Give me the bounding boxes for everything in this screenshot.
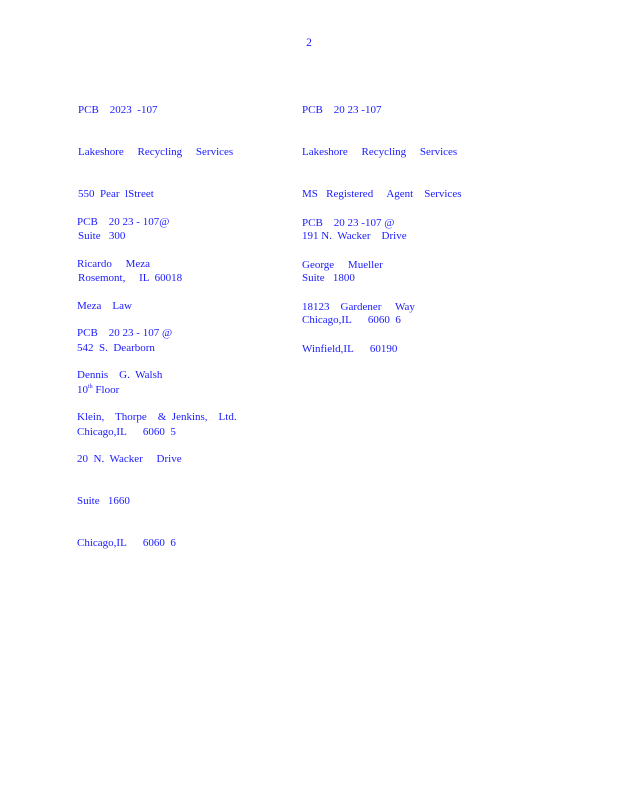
addressee-name: Ricardo Meza bbox=[77, 258, 150, 270]
city-state-zip: Winfield,IL 60190 bbox=[302, 343, 398, 355]
addressee-name: Lakeshore Recycling Services bbox=[78, 146, 234, 158]
city-state-zip: Chicago,IL 6060 5 bbox=[77, 426, 176, 438]
street-address: 20 N. Wacker Drive bbox=[77, 453, 182, 465]
registered-agent: MS Registered Agent Services bbox=[302, 188, 462, 200]
addressee-name: Lakeshore Recycling Services bbox=[302, 146, 458, 158]
case-number: PCB 2023 -107 bbox=[78, 104, 158, 116]
street-address: 542 S. Dearborn bbox=[77, 342, 155, 354]
service-address-block-walsh bbox=[77, 298, 287, 564]
addressee-name: Dennis G. Walsh bbox=[77, 369, 163, 381]
floor-number: 10 bbox=[77, 384, 88, 396]
suite: Suite 1660 bbox=[77, 495, 130, 507]
page-number: 2 bbox=[306, 37, 312, 49]
street-address: 550 Pear lStreet bbox=[78, 188, 154, 200]
firm-name: Meza Law bbox=[77, 300, 132, 312]
case-number: PCB 20 23 -107 @ bbox=[302, 217, 395, 229]
city-state-zip: Chicago,IL 6060 6 bbox=[77, 537, 176, 549]
floor-ordinal-suffix: th bbox=[88, 384, 93, 390]
city-state-zip: Chicago,IL 6060 6 bbox=[302, 314, 401, 326]
suite: Suite 300 bbox=[78, 230, 126, 242]
firm-name: Klein, Thorpe & Jenkins, Ltd. bbox=[77, 411, 237, 423]
addressee-name: George Mueller bbox=[302, 259, 383, 271]
floor-word: Floor bbox=[92, 384, 120, 396]
suite: Suite 1800 bbox=[302, 272, 355, 284]
street-address: 191 N. Wacker Drive bbox=[302, 230, 407, 242]
case-number: PCB 20 23 - 107@ bbox=[77, 216, 170, 228]
case-number: PCB 20 23 -107 bbox=[302, 104, 382, 116]
case-number: PCB 20 23 - 107 @ bbox=[77, 327, 173, 339]
street-address: 18123 Gardener Way bbox=[302, 301, 415, 313]
service-address-block-mueller bbox=[302, 188, 512, 370]
city-state-zip: Rosemont, IL 60018 bbox=[78, 272, 183, 284]
